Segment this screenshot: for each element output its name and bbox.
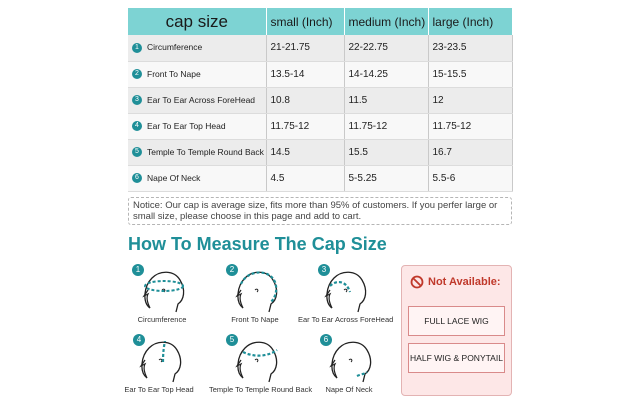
measure-item-ear-to-ear-top bbox=[113, 334, 205, 396]
cell-small: 14.5 bbox=[266, 139, 344, 165]
table-row bbox=[128, 113, 512, 139]
header-medium: medium (Inch) bbox=[344, 8, 428, 35]
row-label bbox=[128, 139, 266, 165]
measure-caption: Circumference bbox=[137, 315, 187, 324]
cell-medium: 11.5 bbox=[344, 87, 428, 113]
cell-small: 4.5 bbox=[266, 165, 344, 191]
cell-medium: 15.5 bbox=[344, 139, 428, 165]
measure-number-badge: 3 bbox=[318, 264, 330, 276]
cell-small: 10.8 bbox=[266, 87, 344, 113]
row-number-badge: 4 bbox=[132, 121, 142, 131]
cell-large: 15-15.5 bbox=[428, 61, 512, 87]
row-label bbox=[128, 165, 266, 191]
table-header-row bbox=[128, 8, 512, 35]
header-small: small (Inch) bbox=[266, 8, 344, 35]
measure-caption: Temple To Temple Round Back bbox=[209, 385, 313, 394]
measure-item-temple-to-temple bbox=[209, 334, 313, 396]
row-label-text: Temple To Temple Round Back bbox=[147, 146, 264, 157]
measure-item-nape-of-neck bbox=[303, 334, 395, 396]
row-label bbox=[128, 87, 266, 113]
table-row bbox=[128, 165, 512, 191]
row-number-badge: 6 bbox=[132, 173, 142, 183]
row-number-badge: 1 bbox=[132, 43, 142, 53]
cell-large: 12 bbox=[428, 87, 512, 113]
measure-caption: Ear To Ear Across ForeHead bbox=[298, 315, 394, 324]
row-number-badge: 2 bbox=[132, 69, 142, 79]
not-available-header bbox=[410, 275, 501, 289]
cell-medium: 14-14.25 bbox=[344, 61, 428, 87]
cap-size-table bbox=[128, 8, 513, 192]
row-label bbox=[128, 61, 266, 87]
row-number-badge: 3 bbox=[132, 95, 142, 105]
row-label bbox=[128, 35, 266, 61]
measure-number-badge: 2 bbox=[226, 264, 238, 276]
cell-small: 13.5-14 bbox=[266, 61, 344, 87]
row-label-text: Ear To Ear Across ForeHead bbox=[147, 94, 256, 105]
not-available-title: Not Available: bbox=[428, 276, 501, 288]
measure-heading: How To Measure The Cap Size bbox=[128, 234, 387, 254]
measure-number-badge: 1 bbox=[132, 264, 144, 276]
measure-number-badge: 4 bbox=[133, 334, 145, 346]
not-available-item: FULL LACE WIG bbox=[408, 306, 505, 336]
cell-medium: 11.75-12 bbox=[344, 113, 428, 139]
cell-large: 5.5-6 bbox=[428, 165, 512, 191]
not-available-panel bbox=[401, 265, 512, 396]
cell-large: 11.75-12 bbox=[428, 113, 512, 139]
cell-large: 23-23.5 bbox=[428, 35, 512, 61]
measure-caption: Front To Nape bbox=[231, 315, 279, 324]
table-row bbox=[128, 139, 512, 165]
prohibited-icon bbox=[410, 275, 424, 289]
measure-caption: Ear To Ear Top Head bbox=[124, 385, 194, 394]
table-row bbox=[128, 61, 512, 87]
row-label-text: Nape Of Neck bbox=[147, 172, 201, 183]
row-label-text: Front To Nape bbox=[147, 68, 201, 79]
measure-number-badge: 6 bbox=[320, 334, 332, 346]
measure-item-circumference bbox=[116, 264, 208, 326]
measure-caption: Nape Of Neck bbox=[325, 385, 373, 394]
measure-item-front-to-nape bbox=[209, 264, 301, 326]
row-number-badge: 5 bbox=[132, 147, 142, 157]
cell-medium: 5-5.25 bbox=[344, 165, 428, 191]
measure-number-badge: 5 bbox=[226, 334, 238, 346]
row-label-text: Circumference bbox=[147, 42, 203, 53]
cell-small: 21-21.75 bbox=[266, 35, 344, 61]
header-large: large (Inch) bbox=[428, 8, 512, 35]
cell-small: 11.75-12 bbox=[266, 113, 344, 139]
cell-medium: 22-22.75 bbox=[344, 35, 428, 61]
size-notice: Notice: Our cap is average size, fits more than 95% of customers. If you perfer large or small size, please choose in this page and add to cart. bbox=[128, 197, 512, 225]
table-row bbox=[128, 35, 512, 61]
header-cap-size: cap size bbox=[128, 8, 266, 35]
cell-large: 16.7 bbox=[428, 139, 512, 165]
not-available-item: HALF WIG & PONYTAIL bbox=[408, 343, 505, 373]
row-label bbox=[128, 113, 266, 139]
table-row bbox=[128, 87, 512, 113]
measure-item-ear-to-ear-forehead bbox=[298, 264, 394, 326]
row-label-text: Ear To Ear Top Head bbox=[147, 120, 226, 131]
